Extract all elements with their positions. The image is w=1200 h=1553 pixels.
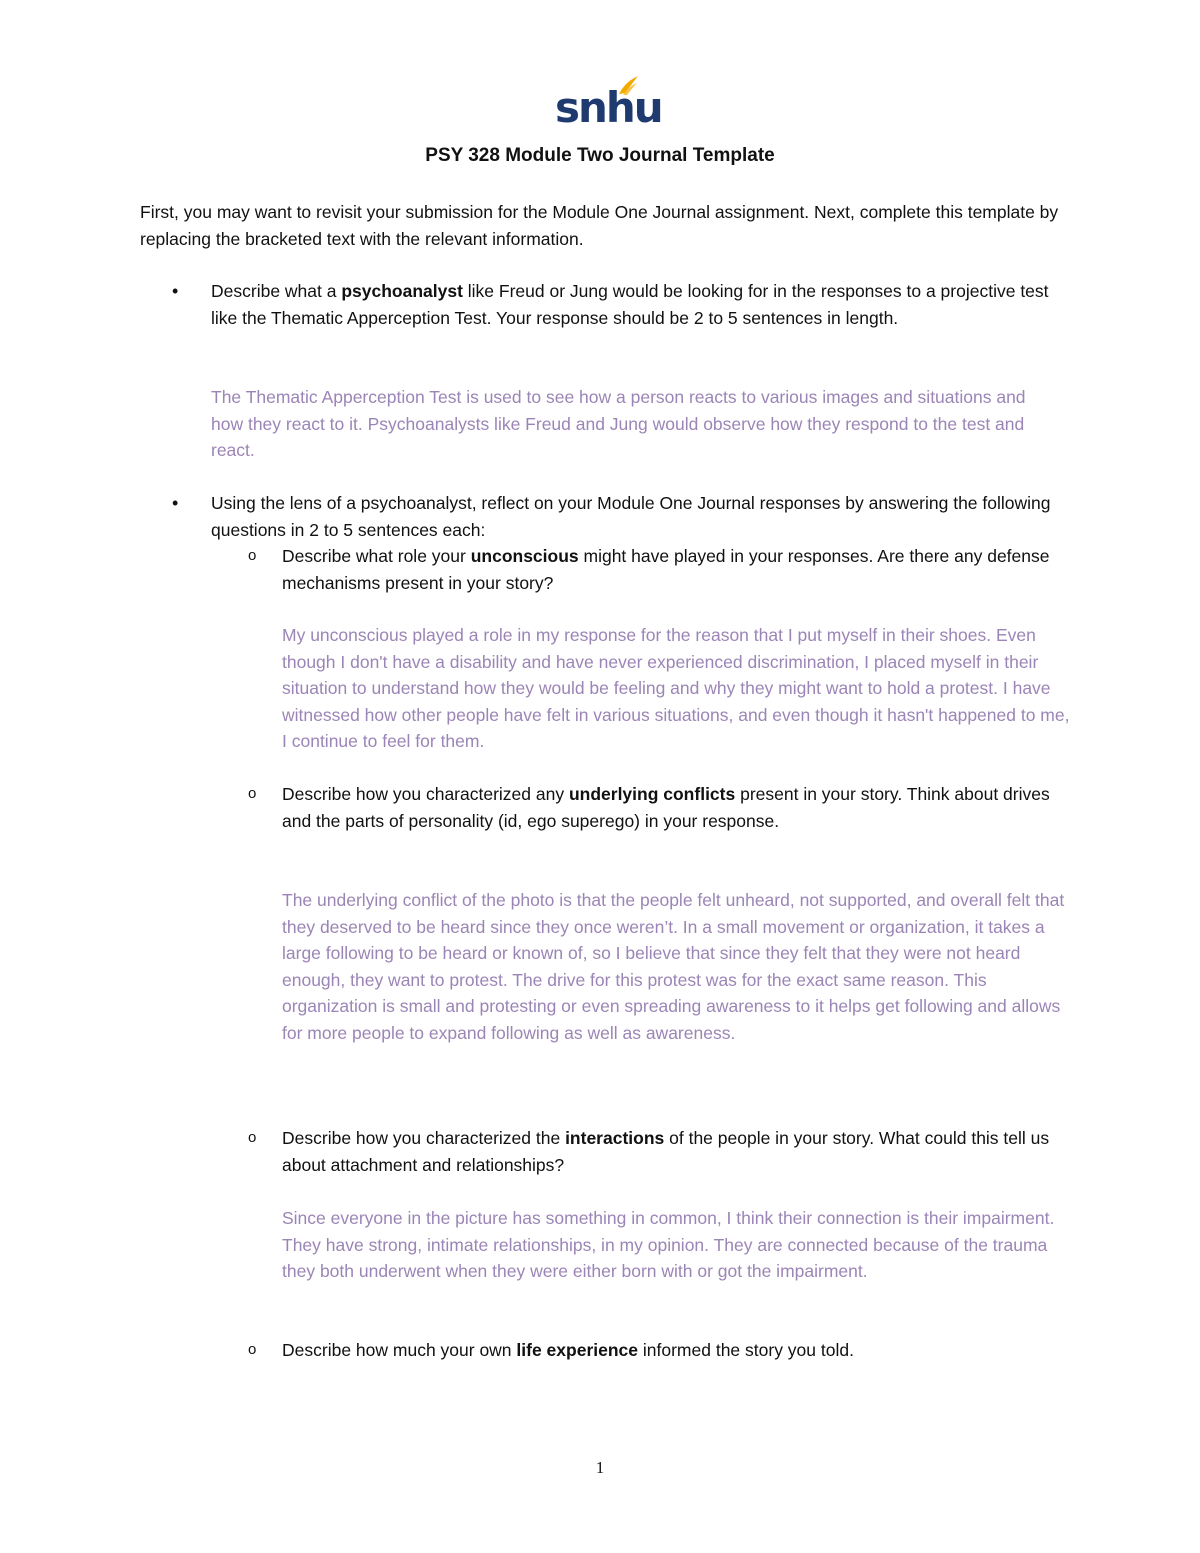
question-text: Describe how you characterized the bbox=[282, 1128, 566, 1148]
bullet-marker: • bbox=[172, 281, 179, 301]
question-underlying-conflicts bbox=[282, 781, 1072, 834]
prompt-keyword: psychoanalyst bbox=[341, 281, 463, 301]
prompt-reflection: Using the lens of a psychoanalyst, reflect on your Module One Journal responses by answering the following questions in 2 to 5 sentences each: bbox=[211, 493, 1051, 540]
answer-psychoanalyst: The Thematic Apperception Test is used to see how a person reacts to various images and situations and how they react to it. Psychoanalysts like Freud and Jung would observe how they respond to the test and react. bbox=[211, 387, 1026, 460]
answer-interactions: Since everyone in the picture has something in common, I think their connection is their impairment. They have strong, intimate relationships, in my opinion. They are connected because of the trauma they both underwent when they were either born with or got the impairment. bbox=[282, 1208, 1055, 1281]
answer-underlying-conflicts: The underlying conflict of the photo is that the people felt unheard, not supported, and overall felt that they deserved to be heard since they once weren’t. In a small movement or organization, it takes a large following to be heard or known of, so I believe that since they felt that they were not heard enough, they want to protest. The drive for this protest was for the exact same reason. This organization is small and protesting or even spreading awareness to it helps get following and allows for more people to expand following as well as awareness. bbox=[282, 890, 1065, 1043]
sub-bullet-marker: o bbox=[248, 1129, 257, 1146]
prompt-psychoanalyst bbox=[211, 278, 1061, 331]
answer-unconscious: My unconscious played a role in my response for the reason that I put myself in their shoes. Even though I don't have a disability and have never experienced discrimination, I placed myself in their situation to understand how they would be feeling and why they might want to hold a protest. I have witnessed how other people have felt in various situations, and even though it hasn't happened to me, I continue to feel for them. bbox=[282, 625, 1070, 751]
bullet-marker: • bbox=[172, 493, 179, 513]
sub-bullet-marker: o bbox=[248, 785, 257, 802]
question-text: of the people in your story. What could this tell us about attachment and relationships? bbox=[282, 1128, 1050, 1175]
question-interactions bbox=[282, 1125, 1072, 1178]
question-keyword: interactions bbox=[565, 1128, 665, 1148]
sub-bullet-marker: o bbox=[248, 1341, 257, 1358]
question-unconscious bbox=[282, 543, 1072, 596]
question-text: informed the story you told. bbox=[638, 1340, 854, 1360]
question-life-experience bbox=[282, 1337, 1072, 1364]
prompt-text: Describe what a bbox=[211, 281, 342, 301]
intro-paragraph: First, you may want to revisit your submission for the Module One Journal assignment. Next, complete this template by replacing the bracketed text with the relevant information. bbox=[140, 202, 1059, 249]
question-text: present in your story. Think about drives and the parts of personality (id, ego superego) in your response. bbox=[282, 784, 1050, 831]
question-keyword: life experience bbox=[516, 1340, 639, 1360]
question-keyword: unconscious bbox=[470, 546, 579, 566]
logo-wordmark: snhu bbox=[555, 83, 662, 132]
question-text: might have played in your responses. Are there any defense mechanisms present in your story? bbox=[282, 546, 1050, 593]
document-title: PSY 328 Module Two Journal Template bbox=[425, 145, 775, 166]
snhu-logo bbox=[555, 74, 662, 132]
question-text: Describe how much your own bbox=[282, 1340, 517, 1360]
question-text: Describe how you characterized any bbox=[282, 784, 569, 804]
question-keyword: underlying conflicts bbox=[568, 784, 736, 804]
page-number: 1 bbox=[595, 1458, 605, 1477]
prompt-text: like Freud or Jung would be looking for in the responses to a projective test like the Thematic Apperception Test. Your response should be 2 to 5 sentences in length. bbox=[211, 281, 1049, 328]
sub-bullet-marker: o bbox=[248, 547, 257, 564]
question-text: Describe what role your bbox=[282, 546, 471, 566]
